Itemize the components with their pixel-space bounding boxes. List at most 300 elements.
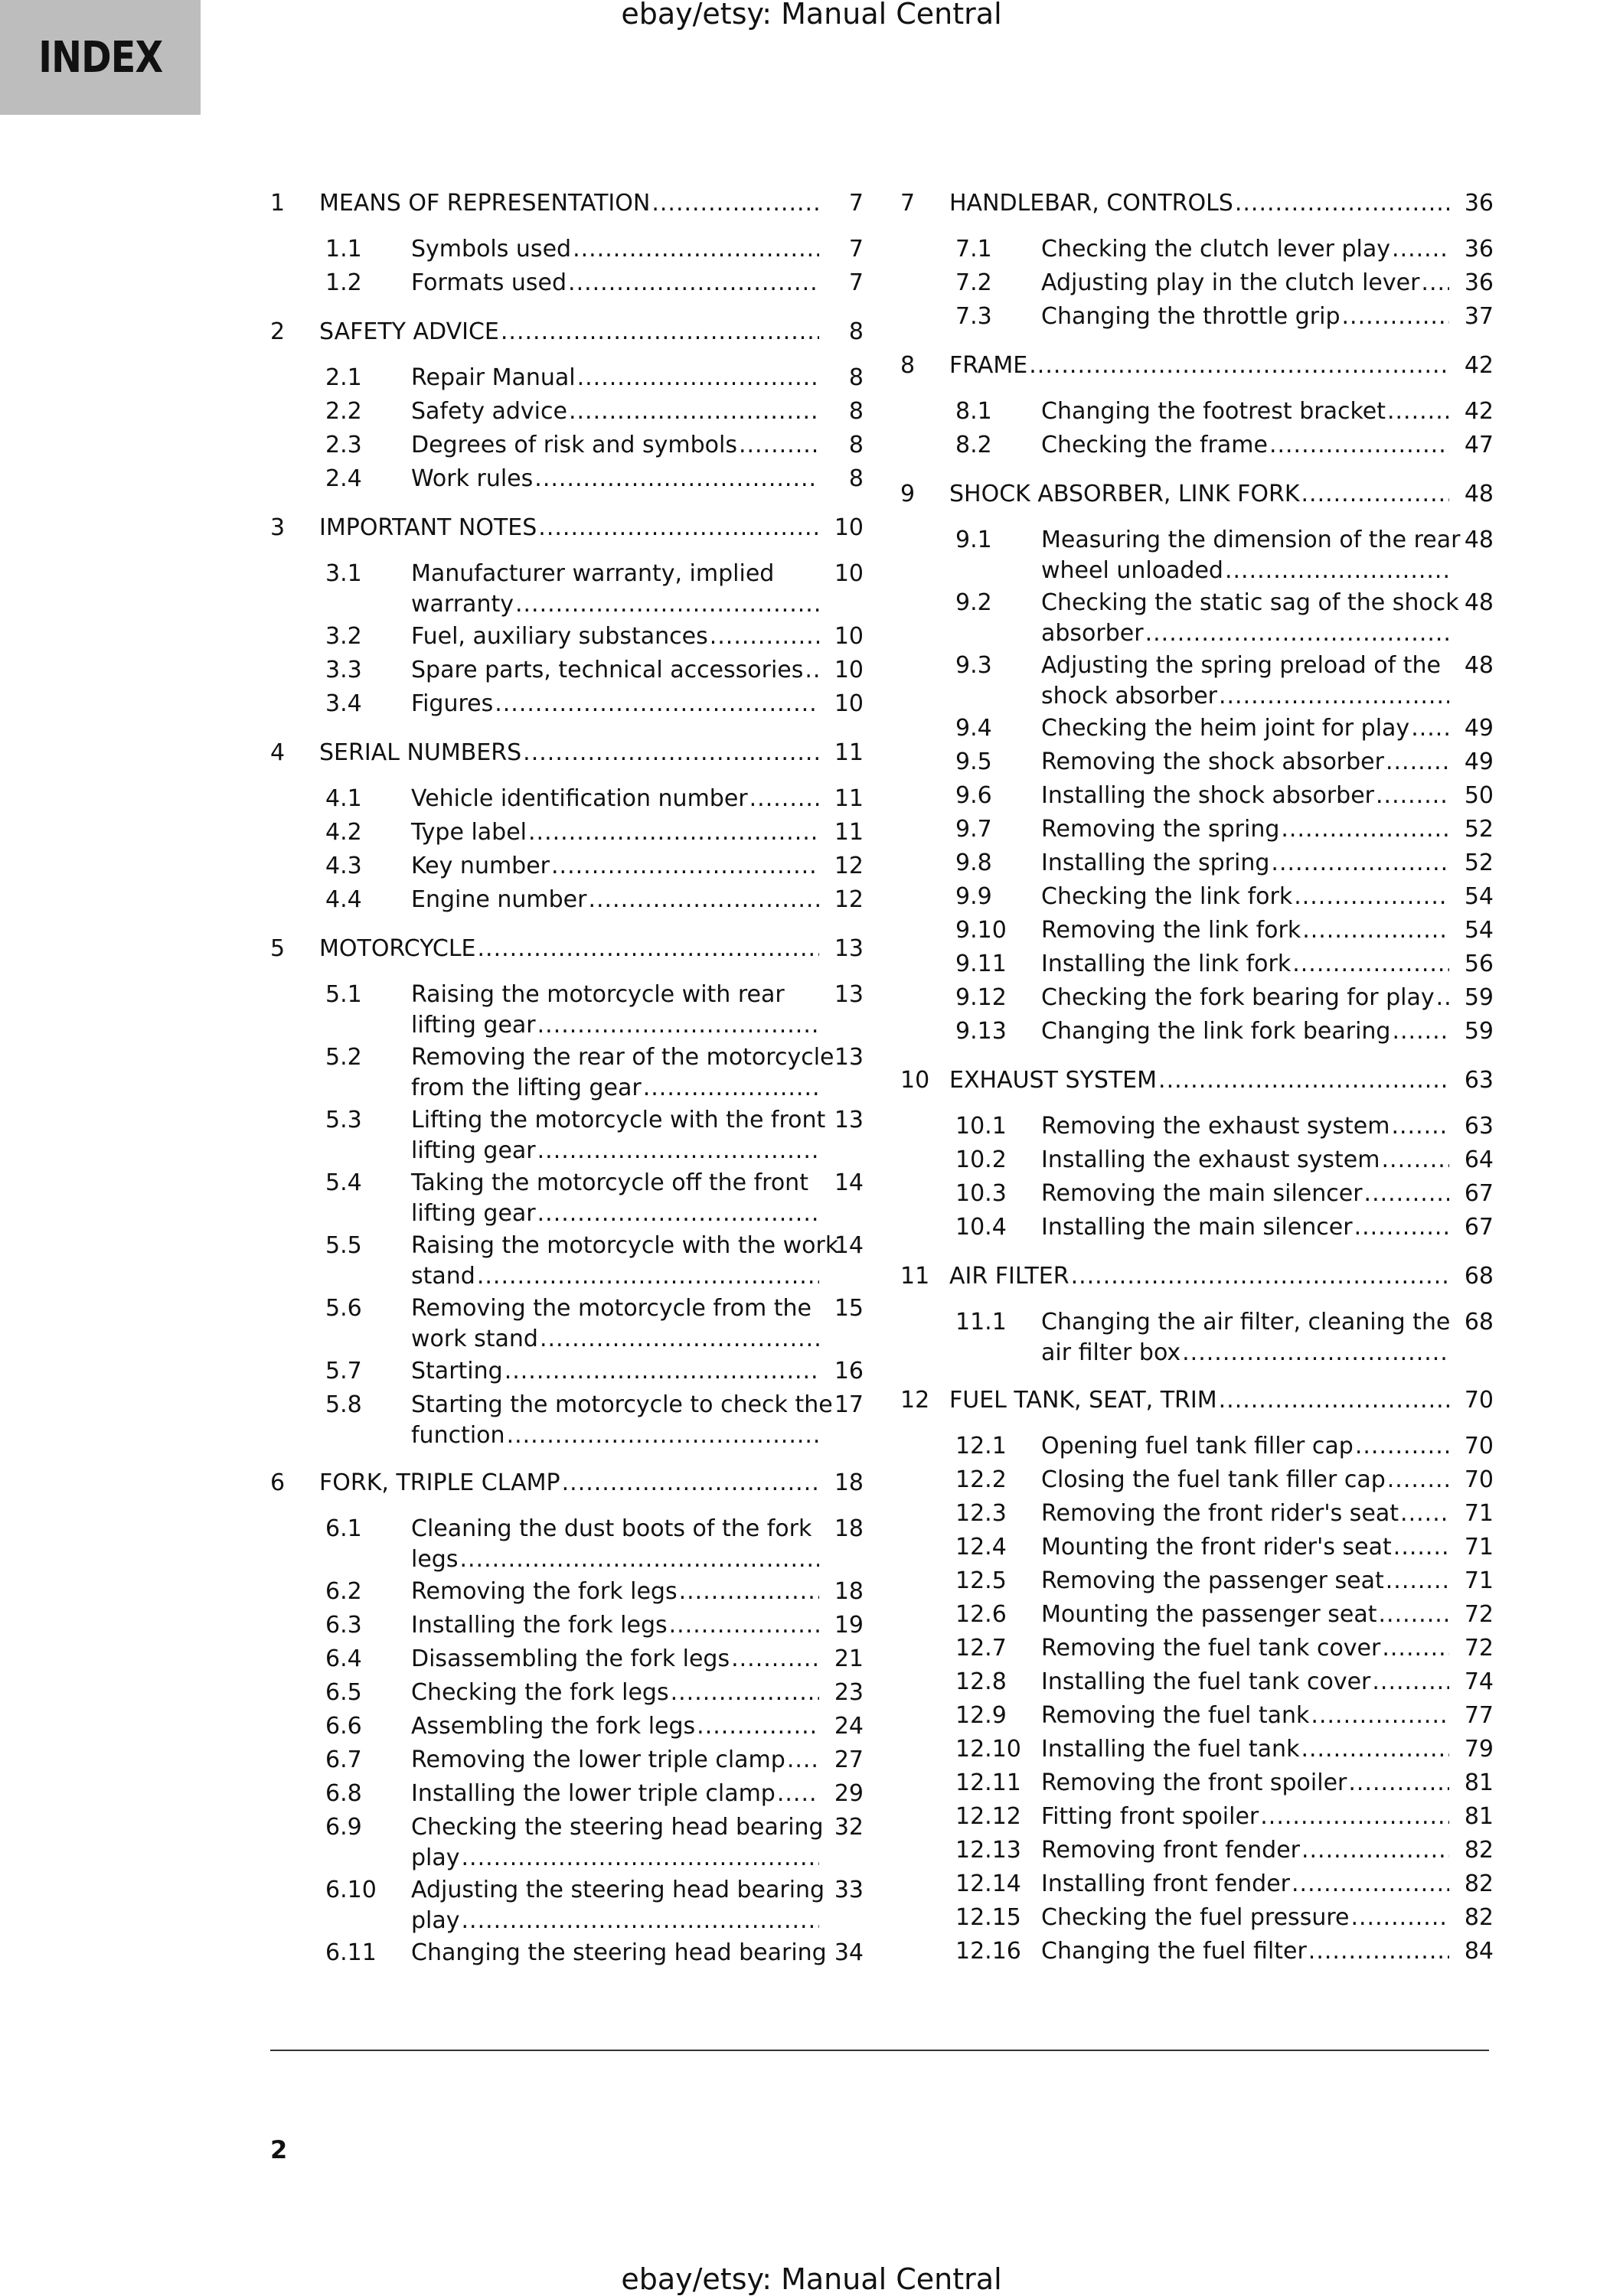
entry-number: 6.6 — [325, 1713, 362, 1740]
dot-leader — [1271, 846, 1449, 880]
dot-leader — [505, 1355, 819, 1388]
entry-number: 9.8 — [955, 850, 992, 876]
toc-entry[interactable] — [270, 654, 864, 687]
entry-title-wrap — [411, 395, 821, 429]
entry-page-number: 79 — [1464, 1736, 1494, 1763]
entry-title: Removing the front rider's seat — [1041, 1500, 1399, 1527]
toc-entry[interactable] — [900, 300, 1494, 334]
dot-leader — [651, 187, 819, 220]
entry-title: Removing the fuel tank — [1041, 1702, 1310, 1729]
toc-entry[interactable] — [900, 981, 1494, 1015]
entry-page-number: 16 — [834, 1358, 864, 1384]
toc-entry[interactable] — [900, 1015, 1494, 1049]
entry-title-line1: Measuring the dimension of the rear — [1041, 527, 1461, 553]
entry-title-wrap — [1041, 914, 1451, 947]
dot-leader — [551, 850, 819, 883]
toc-entry[interactable] — [900, 649, 1494, 712]
toc-chapter — [900, 187, 1494, 334]
entry-page-number: 14 — [834, 1232, 864, 1259]
chapter-title: IMPORTANT NOTES — [319, 514, 537, 541]
toc-entry[interactable] — [900, 1598, 1494, 1632]
entry-page-number: 10 — [834, 623, 864, 650]
entry-title: Installing the main silencer — [1041, 1214, 1353, 1241]
entry-title: Disassembling the fork legs — [411, 1645, 730, 1672]
page-number: 2 — [270, 2135, 288, 2164]
entry-page-number: 54 — [1464, 917, 1494, 944]
toc-entry[interactable] — [270, 1874, 864, 1936]
entry-title-wrap — [1041, 981, 1451, 1015]
toc-entry[interactable] — [270, 1104, 864, 1166]
entry-title-wrap — [411, 1168, 821, 1229]
chapter-title-wrap — [319, 511, 821, 545]
toc-entry[interactable] — [270, 1777, 864, 1811]
entry-title-wrap — [1041, 1733, 1451, 1766]
dot-leader — [1182, 1338, 1449, 1368]
entry-title: Installing the exhaust system — [1041, 1146, 1380, 1173]
entry-title-line2-wrap — [411, 1420, 821, 1451]
toc-entry[interactable] — [900, 1632, 1494, 1665]
entry-title: Closing the fuel tank filler cap — [1041, 1466, 1386, 1493]
entry-number: 5.5 — [325, 1232, 362, 1259]
toc-entry[interactable] — [900, 1699, 1494, 1733]
toc-entry[interactable] — [900, 846, 1494, 880]
entry-page-number: 81 — [1464, 1769, 1494, 1796]
entry-number: 12.11 — [955, 1769, 1021, 1796]
entry-page-number: 11 — [834, 785, 864, 812]
chapter-page-number: 18 — [834, 1469, 864, 1496]
dot-leader — [540, 1324, 819, 1355]
entry-title-line2-wrap — [411, 589, 821, 620]
entry-title-wrap — [1041, 745, 1451, 779]
toc-chapter-entry[interactable] — [900, 1260, 1494, 1293]
entry-number: 5.7 — [325, 1358, 362, 1384]
footer-watermark: ebay/etsy: Manual Central — [621, 2262, 1002, 2296]
entry-title: Mounting the passenger seat — [1041, 1601, 1377, 1628]
entry-page-number: 67 — [1464, 1214, 1494, 1241]
toc-entry[interactable] — [270, 883, 864, 917]
entry-number: 9.2 — [955, 589, 992, 616]
dot-leader — [1348, 1766, 1449, 1800]
dot-leader — [1308, 1935, 1449, 1968]
entry-title-line1: Adjusting the spring preload of the — [1041, 652, 1441, 679]
toc-entry[interactable] — [900, 523, 1494, 586]
toc-entry[interactable] — [270, 1811, 864, 1874]
toc-entry[interactable] — [270, 361, 864, 395]
dot-leader — [679, 1575, 819, 1609]
entry-number: 9.13 — [955, 1018, 1007, 1045]
dot-leader — [462, 1843, 819, 1874]
entry-page-number: 17 — [834, 1391, 864, 1418]
entry-title-line2-wrap — [1041, 556, 1451, 586]
entry-title: Formats used — [411, 269, 567, 296]
dot-leader — [1386, 745, 1449, 779]
chapter-title: FORK, TRIPLE CLAMP — [319, 1469, 560, 1496]
entry-title: Checking the clutch lever play — [1041, 236, 1391, 263]
toc-chapter — [270, 511, 864, 721]
entry-number: 12.15 — [955, 1904, 1021, 1931]
toc-entry[interactable] — [900, 1463, 1494, 1497]
entry-page-number: 13 — [834, 1107, 864, 1133]
dot-leader — [1350, 1901, 1449, 1935]
toc-chapter-entry[interactable] — [900, 187, 1494, 220]
chapter-title: MEANS OF REPRESENTATION — [319, 190, 651, 217]
entry-title: Removing the fork legs — [411, 1578, 678, 1605]
entry-title-line2: warranty — [411, 591, 514, 618]
dot-leader — [1386, 1564, 1449, 1598]
chapter-title-wrap — [319, 187, 821, 220]
entry-title-line1: Changing the air filter, cleaning the — [1041, 1309, 1451, 1336]
entry-title-line2: stand — [411, 1263, 475, 1290]
dot-leader — [1302, 914, 1449, 947]
entry-title-wrap — [411, 1105, 826, 1166]
entry-number: 6.10 — [325, 1877, 377, 1903]
dot-leader — [478, 932, 819, 966]
toc-entry[interactable] — [900, 712, 1494, 745]
entry-page-number: 12 — [834, 853, 864, 879]
entry-title: Removing front fender — [1041, 1837, 1300, 1864]
dot-leader — [459, 1544, 819, 1575]
entry-title-line2: air filter box — [1041, 1339, 1181, 1366]
entry-number: 11.1 — [955, 1309, 1007, 1336]
toc-entry[interactable] — [900, 586, 1494, 649]
toc-entry[interactable] — [270, 687, 864, 721]
toc-entry[interactable] — [900, 1143, 1494, 1177]
entry-title-wrap — [1041, 1430, 1451, 1463]
chapter-title: HANDLEBAR, CONTROLS — [949, 190, 1233, 217]
dot-leader — [538, 511, 819, 545]
toc-entry[interactable] — [900, 779, 1494, 813]
entry-title-line1: Starting the motorcycle to check the — [411, 1391, 833, 1418]
dot-leader — [501, 315, 819, 349]
toc-entry[interactable] — [900, 1867, 1494, 1901]
entry-title: Checking the heim joint for play — [1041, 715, 1410, 742]
entry-title-wrap — [1041, 1211, 1451, 1244]
toc-entry[interactable] — [270, 395, 864, 429]
toc-chapter-entry[interactable] — [900, 349, 1494, 383]
toc-entry[interactable] — [270, 1355, 864, 1388]
chapter-number: 10 — [900, 1067, 930, 1094]
entry-number: 9.4 — [955, 715, 992, 742]
entry-number: 6.7 — [325, 1746, 362, 1773]
entry-title-wrap — [411, 361, 821, 395]
entry-page-number: 56 — [1464, 951, 1494, 977]
chapter-title: FRAME — [949, 352, 1028, 379]
entry-title-wrap — [411, 654, 821, 687]
entry-page-number: 70 — [1464, 1433, 1494, 1459]
entry-title-wrap — [1041, 1564, 1451, 1598]
chapter-title-wrap — [319, 736, 821, 770]
chapter-page-number: 8 — [848, 318, 864, 345]
chapter-number: 3 — [270, 514, 286, 541]
toc-entry[interactable] — [270, 1743, 864, 1777]
toc-entry[interactable] — [900, 1430, 1494, 1463]
entry-page-number: 48 — [1464, 589, 1494, 616]
entry-title-line1: Manufacturer warranty, implied — [411, 560, 775, 587]
entry-title-line2-wrap — [411, 1843, 821, 1874]
entry-title-wrap — [411, 559, 821, 620]
entry-title-wrap — [1041, 1632, 1451, 1665]
toc-chapter-entry[interactable] — [270, 736, 864, 770]
toc-entry[interactable] — [900, 429, 1494, 462]
entry-title-line1: Checking the steering head bearing — [411, 1814, 824, 1841]
entry-title-wrap — [1041, 1598, 1451, 1632]
chapter-title: SAFETY ADVICE — [319, 318, 499, 345]
entry-title-line2-wrap — [411, 1073, 821, 1104]
chapter-number: 4 — [270, 739, 286, 766]
entry-title-line2: lifting gear — [411, 1012, 536, 1039]
toc-entry[interactable] — [900, 1766, 1494, 1800]
chapter-title: SERIAL NUMBERS — [319, 739, 522, 766]
entry-page-number: 13 — [834, 1044, 864, 1071]
toc-chapter-entry[interactable] — [270, 1466, 864, 1500]
dot-leader — [568, 266, 819, 300]
entry-title-wrap — [1041, 266, 1451, 300]
toc-entry[interactable] — [900, 1211, 1494, 1244]
toc-chapter-entry[interactable] — [270, 187, 864, 220]
toc-entry[interactable] — [900, 1935, 1494, 1968]
toc-entry[interactable] — [270, 816, 864, 850]
dot-leader — [1392, 233, 1449, 266]
entry-number: 12.12 — [955, 1803, 1021, 1830]
chapter-title-wrap — [949, 1064, 1451, 1097]
entry-page-number: 36 — [1464, 236, 1494, 263]
dot-leader — [731, 1642, 819, 1676]
entry-title-line1: Removing the motorcycle from the — [411, 1295, 812, 1322]
chapter-number: 12 — [900, 1387, 930, 1414]
entry-title-wrap — [1041, 1143, 1451, 1177]
chapter-title: EXHAUST SYSTEM — [949, 1067, 1158, 1094]
entry-title-wrap — [1041, 779, 1451, 813]
toc-entry[interactable] — [900, 914, 1494, 947]
toc-entry[interactable] — [270, 1166, 864, 1229]
toc-entry[interactable] — [270, 1388, 864, 1451]
entry-title-wrap — [1041, 588, 1459, 649]
toc-entry[interactable] — [900, 1901, 1494, 1935]
toc-entry[interactable] — [900, 813, 1494, 846]
entry-number: 9.12 — [955, 984, 1007, 1011]
dot-leader — [1411, 712, 1449, 745]
entry-page-number: 19 — [834, 1612, 864, 1639]
entry-title: Removing the exhaust system — [1041, 1113, 1390, 1140]
entry-title-wrap — [411, 1812, 824, 1874]
entry-page-number: 18 — [834, 1578, 864, 1605]
entry-title-wrap — [411, 1642, 821, 1676]
toc-entry[interactable] — [270, 1292, 864, 1355]
entry-title-wrap — [1041, 712, 1451, 745]
toc-entry[interactable] — [270, 978, 864, 1041]
dot-leader — [1379, 1598, 1450, 1632]
toc-entry[interactable] — [270, 1229, 864, 1292]
dot-leader — [1219, 1384, 1449, 1417]
entry-title: Installing front fender — [1041, 1870, 1291, 1897]
toc-entry[interactable] — [270, 266, 864, 300]
entry-number: 12.16 — [955, 1938, 1021, 1965]
toc-entry[interactable] — [270, 233, 864, 266]
entry-number: 6.2 — [325, 1578, 362, 1605]
toc-chapter-entry[interactable] — [270, 315, 864, 349]
entry-title-wrap — [1041, 651, 1451, 712]
entry-title-line1: Raising the motorcycle with the work — [411, 1232, 839, 1259]
toc-chapter — [900, 1260, 1494, 1368]
toc-entry[interactable] — [900, 1110, 1494, 1143]
entry-title-wrap — [411, 620, 821, 654]
entry-number: 12.3 — [955, 1500, 1007, 1527]
chapter-title-wrap — [319, 1466, 821, 1500]
toc-entry[interactable] — [270, 782, 864, 816]
entry-title: Starting — [411, 1358, 503, 1384]
dot-leader — [1354, 1211, 1449, 1244]
toc-chapter-entry[interactable] — [900, 1384, 1494, 1417]
toc-chapter-entry[interactable] — [270, 932, 864, 966]
dot-leader — [697, 1710, 819, 1743]
entry-number: 12.7 — [955, 1635, 1007, 1662]
toc-entry[interactable] — [270, 1575, 864, 1609]
dot-leader — [577, 361, 819, 395]
header-watermark: ebay/etsy: Manual Central — [621, 0, 1002, 31]
entry-title-wrap — [411, 1936, 827, 1970]
toc-entry[interactable] — [270, 429, 864, 462]
toc-chapter-entry[interactable] — [270, 511, 864, 545]
entry-title: Mounting the front rider's seat — [1041, 1534, 1392, 1561]
entry-title: Changing the fuel filter — [1041, 1938, 1307, 1965]
entry-page-number: 14 — [834, 1169, 864, 1196]
entry-title: Checking the frame — [1041, 432, 1268, 458]
entry-page-number: 48 — [1464, 527, 1494, 553]
entry-title-wrap — [1041, 1867, 1451, 1901]
toc-entry[interactable] — [900, 1177, 1494, 1211]
entry-number: 6.8 — [325, 1780, 362, 1807]
entry-title: Key number — [411, 853, 550, 879]
toc-entry[interactable] — [270, 1710, 864, 1743]
toc-entry[interactable] — [270, 1609, 864, 1642]
toc-chapter-entry[interactable] — [900, 1064, 1494, 1097]
entry-number: 8.2 — [955, 432, 992, 458]
dot-leader — [1400, 1497, 1449, 1531]
entry-title-wrap — [411, 1676, 821, 1710]
toc-entry[interactable] — [270, 1512, 864, 1575]
entry-page-number: 77 — [1464, 1702, 1494, 1729]
chapter-title: MOTORCYCLE — [319, 935, 476, 962]
entry-title-line2-wrap — [411, 1261, 821, 1292]
toc-entry[interactable] — [270, 557, 864, 620]
entry-page-number: 49 — [1464, 748, 1494, 775]
toc-entry[interactable] — [270, 462, 864, 496]
entry-number: 7.2 — [955, 269, 992, 296]
entry-title: Checking the fork bearing for play — [1041, 984, 1435, 1011]
toc-entry[interactable] — [900, 1497, 1494, 1531]
entry-page-number: 8 — [848, 465, 864, 492]
toc-entry[interactable] — [900, 947, 1494, 981]
entry-page-number: 36 — [1464, 269, 1494, 296]
chapter-title: SHOCK ABSORBER, LINK FORK — [949, 481, 1300, 507]
toc-entry[interactable] — [900, 1531, 1494, 1564]
entry-title: Installing the fork legs — [411, 1612, 668, 1639]
dot-leader — [462, 1906, 819, 1936]
entry-number: 9.5 — [955, 748, 992, 775]
entry-title-wrap — [1041, 1497, 1451, 1531]
toc-chapter — [270, 1466, 864, 1970]
entry-title: Repair Manual — [411, 364, 576, 391]
entry-title: Checking the fork legs — [411, 1679, 669, 1706]
entry-number: 6.1 — [325, 1515, 362, 1542]
toc-entry[interactable] — [270, 1642, 864, 1676]
toc-entry[interactable] — [900, 1564, 1494, 1598]
entry-title-wrap — [411, 1777, 821, 1811]
entry-title: Changing the steering head bearing — [411, 1939, 827, 1966]
entry-page-number: 70 — [1464, 1466, 1494, 1493]
dot-leader — [1387, 1463, 1449, 1497]
entry-title-wrap — [411, 1875, 825, 1936]
entry-title-line2-wrap — [411, 1544, 821, 1575]
entry-title-wrap — [1041, 1463, 1451, 1497]
entry-page-number: 64 — [1464, 1146, 1494, 1173]
entry-page-number: 11 — [834, 819, 864, 846]
entry-title-wrap — [1041, 1800, 1451, 1834]
entry-number: 9.9 — [955, 883, 992, 910]
entry-title-wrap — [1041, 1110, 1451, 1143]
dot-leader — [537, 1010, 819, 1041]
entry-title-wrap — [1041, 813, 1451, 846]
toc-entry[interactable] — [900, 395, 1494, 429]
dot-leader — [1342, 300, 1449, 334]
entry-page-number: 10 — [834, 560, 864, 587]
toc-entry[interactable] — [900, 1306, 1494, 1368]
entry-number: 5.4 — [325, 1169, 362, 1196]
entry-title: Engine number — [411, 886, 587, 913]
toc-entry[interactable] — [270, 1936, 864, 1970]
entry-title-wrap — [1041, 1015, 1451, 1049]
entry-number: 6.3 — [325, 1612, 362, 1639]
entry-page-number: 82 — [1464, 1837, 1494, 1864]
entry-title: Fitting front spoiler — [1041, 1803, 1259, 1830]
entry-page-number: 18 — [834, 1515, 864, 1542]
toc-entry[interactable] — [900, 233, 1494, 266]
entry-title-wrap — [1041, 1177, 1451, 1211]
dot-leader — [710, 620, 819, 654]
toc-entry[interactable] — [270, 850, 864, 883]
chapter-number: 11 — [900, 1263, 930, 1290]
toc-entry[interactable] — [270, 1041, 864, 1104]
toc-entry[interactable] — [900, 266, 1494, 300]
toc-entry[interactable] — [900, 1665, 1494, 1699]
entry-title-wrap — [1041, 1531, 1451, 1564]
entry-title: Vehicle identification number — [411, 785, 748, 812]
toc-entry[interactable] — [270, 1676, 864, 1710]
dot-leader — [1382, 1632, 1449, 1665]
dot-leader — [1301, 1733, 1449, 1766]
entry-page-number: 49 — [1464, 715, 1494, 742]
entry-page-number: 8 — [848, 398, 864, 425]
toc-entry[interactable] — [270, 620, 864, 654]
chapter-number: 8 — [900, 352, 916, 379]
entry-title-wrap — [411, 1355, 821, 1388]
entry-page-number: 54 — [1464, 883, 1494, 910]
chapter-number: 5 — [270, 935, 286, 962]
entry-number: 2.3 — [325, 432, 362, 458]
toc-right-column — [900, 187, 1494, 1984]
entry-number: 10.3 — [955, 1180, 1007, 1207]
entry-title: Installing the shock absorber — [1041, 782, 1374, 809]
chapter-page-number: 7 — [848, 190, 864, 217]
toc-entry[interactable] — [900, 1834, 1494, 1867]
toc-chapter-entry[interactable] — [900, 478, 1494, 511]
toc-entry[interactable] — [900, 1800, 1494, 1834]
toc-entry[interactable] — [900, 1733, 1494, 1766]
toc-entry[interactable] — [900, 745, 1494, 779]
entry-page-number: 48 — [1464, 652, 1494, 679]
toc-entry[interactable] — [900, 880, 1494, 914]
entry-page-number: 13 — [834, 981, 864, 1008]
